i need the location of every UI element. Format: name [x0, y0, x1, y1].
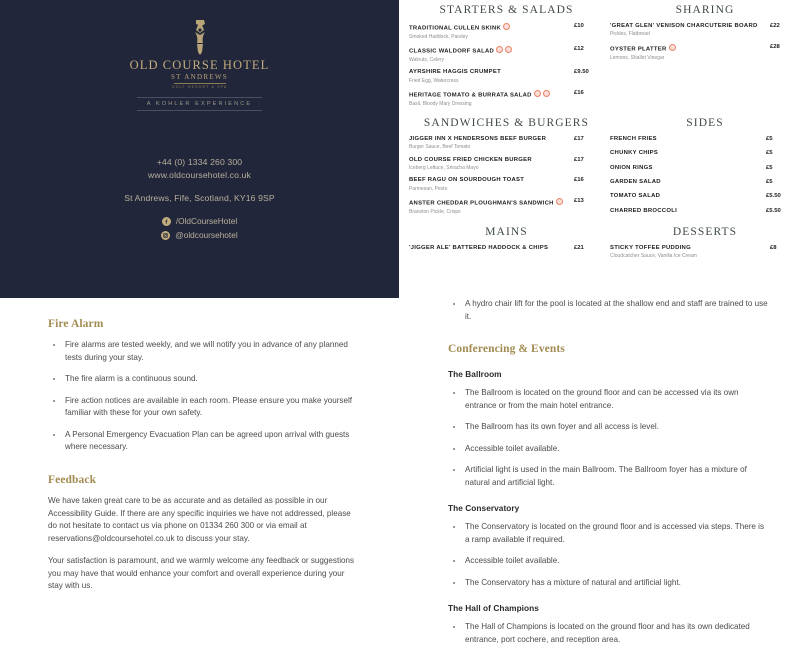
- menu-item-price: £5: [766, 150, 773, 157]
- menu-item: [610, 193, 800, 201]
- menu-item-body: [409, 69, 574, 84]
- menu-item-description: Smoked Haddock, Parsley: [409, 33, 468, 40]
- hotel-logo: [100, 18, 300, 111]
- menu-item-body: [409, 245, 574, 253]
- pool-hydro-lift-list: [448, 298, 770, 323]
- menu-item-body: [610, 23, 770, 38]
- menu-item-body: [610, 193, 766, 201]
- menu-column-starters: [399, 0, 604, 113]
- menu-item-price: £5.50: [766, 207, 781, 214]
- doc-right-column: [400, 298, 800, 655]
- crest-icon: [187, 18, 213, 56]
- menu-item-price: £8: [770, 244, 777, 251]
- menu-item-description: Basil, Bloody Mary Dressing: [409, 100, 472, 107]
- doc-left-column: [0, 298, 400, 655]
- menu-column-desserts: [604, 222, 800, 266]
- menu-item: [409, 245, 604, 253]
- menu-item: [610, 165, 800, 173]
- menu-item-price: £5: [766, 164, 773, 171]
- menu-item-name: 'GREAT GLEN' VENISON CHARCUTERIE BOARD: [610, 23, 758, 29]
- menu-item-description: Fried Egg, Watercress: [409, 77, 459, 84]
- menu-item: [610, 136, 800, 144]
- menu-item-name: CLASSIC WALDORF SALAD: [409, 46, 570, 56]
- contact-block: [0, 156, 399, 240]
- menu-section-title: STARTERS & SALADS: [439, 4, 574, 16]
- heading-fire-alarm: Fire Alarm: [48, 318, 104, 330]
- fire-alarm-bullet: A Personal Emergency Evacuation Plan can be agreed upon arrival with guests where necessary.: [48, 429, 358, 454]
- menu-item: [610, 208, 800, 216]
- instagram-icon: [161, 231, 170, 240]
- dietary-badge-icon: [534, 90, 541, 97]
- menu-item-price: £5: [766, 136, 773, 143]
- venue-bullet-list: [448, 521, 770, 589]
- menu-item-body: [610, 165, 766, 173]
- menu-item-name: AYRSHIRE HAGGIS CRUMPET: [409, 69, 501, 76]
- menu-item-name: 'JIGGER ALE' BATTERED HADDOCK & CHIPS: [409, 244, 549, 251]
- venue-bullet: Accessible toilet available.: [448, 555, 770, 568]
- menu-item-price: £12: [574, 46, 584, 53]
- menu-item-price: £28: [770, 43, 780, 50]
- logo-name: OLD COURSE HOTEL: [129, 58, 270, 72]
- dietary-badge-icon: [496, 46, 503, 53]
- menu-item-description: Pickles, Flatbread: [610, 31, 650, 38]
- logo-subtitle: ST ANDREWS: [170, 73, 229, 82]
- menu-item-name: HERITAGE TOMATO & BURRATA SALAD: [409, 90, 570, 100]
- menu-column-sharing: [604, 0, 800, 113]
- venue-bullet: The Conservatory is located on the ground floor and is accessed via steps. There is a ramp available if required.: [448, 521, 770, 546]
- menu-item-body: [409, 157, 574, 172]
- venue-bullet: The Hall of Champions is located on the ground floor and has its own dedicated entrance, port cochere, and reception area.: [448, 621, 770, 646]
- kohler-label: A KOHLER EXPERIENCE: [146, 101, 253, 108]
- menu-section-title: SIDES: [686, 117, 724, 130]
- menu-item: [610, 44, 800, 61]
- menu-item: [409, 198, 604, 215]
- website-url[interactable]: www.oldcoursehotel.co.uk: [148, 169, 251, 180]
- menu-section-title: DESSERTS: [672, 225, 738, 238]
- feedback-paragraph: We have taken great care to be as accurate and as detailed as possible in our Accessibility Guide. If there are any specific inquiries we have not addressed, please do not hesitate to contact us via phone on 01334 260 300 or via email at reservations@oldcoursehotel.co.uk to discuss your stay.: [48, 495, 351, 544]
- fire-alarm-bullet: Fire action notices are available in each room. Please ensure you make yourself familiar with these for your own safety.: [48, 395, 358, 420]
- menu-section-title: MAINS: [485, 225, 528, 238]
- menu-item: [409, 46, 604, 63]
- heading-conferencing-events: Conferencing & Events: [448, 343, 565, 356]
- menu-item: [409, 90, 604, 107]
- menu-item-body: [409, 90, 574, 107]
- menu-image: [399, 0, 800, 298]
- menu-item-description: Walnuts, Celery: [409, 57, 445, 64]
- menu-item-body: [610, 179, 766, 187]
- menu-row-1: [399, 0, 800, 113]
- menu-item-name: CHUNKY CHIPS: [610, 150, 659, 157]
- menu-item: [610, 245, 800, 260]
- menu-item-name: OYSTER PLATTER: [610, 44, 766, 54]
- menu-item: [409, 23, 604, 40]
- dietary-badge-icon: [556, 198, 563, 205]
- menu-item-name: TOMATO SALAD: [610, 193, 661, 200]
- logo-subtitle-2: GOLF RESORT & SPA: [171, 85, 228, 90]
- menu-item-name: BEEF RAGU ON SOURDOUGH TOAST: [409, 177, 525, 184]
- postal-address: St Andrews, Fife, Scotland, KY16 9SP: [124, 193, 275, 204]
- feedback-paragraph: Your satisfaction is paramount, and we warmly welcome any feedback or suggestions you may have that would enhance your comfort and overall experience during your stay with us.: [48, 555, 355, 591]
- menu-item-name: STICKY TOFFEE PUDDING: [610, 244, 691, 251]
- accessibility-guide-body: [0, 298, 800, 655]
- menu-item: [409, 177, 604, 192]
- menu-item: [610, 179, 800, 187]
- menu-item-body: [610, 136, 766, 144]
- venue-heading: The Ballroom: [448, 369, 502, 380]
- fire-alarm-bullet: Fire alarms are tested weekly, and we will notify you in advance of any planned tests during your stay.: [48, 339, 358, 364]
- menu-item-body: [610, 150, 766, 158]
- facebook-handle: /OldCourseHotel: [175, 216, 238, 227]
- menu-column-sandwiches: [399, 113, 604, 222]
- venue-bullet: The Conservatory has a mixture of natural and artificial light.: [448, 577, 770, 590]
- menu-item-description: Iceberg Lettuce, Sriracha Mayo: [409, 165, 479, 171]
- venue-heading: The Conservatory: [448, 503, 520, 514]
- venue-bullet-list: [448, 621, 770, 646]
- menu-item-name: ANSTER CHEDDAR PLOUGHMAN'S SANDWICH: [409, 198, 570, 208]
- menu-item-price: £17: [574, 136, 584, 143]
- menu-item-body: [610, 245, 770, 260]
- menu-row-2: [399, 113, 800, 222]
- menu-item-name: FRENCH FRIES: [610, 136, 657, 143]
- menu-item-description: Parmesan, Pesto: [409, 185, 448, 192]
- fire-alarm-bullet: The fire alarm is a continuous sound.: [48, 373, 358, 386]
- venue-bullet: The Ballroom has its own foyer and all access is level.: [448, 421, 770, 434]
- menu-item-body: [409, 23, 574, 40]
- menu-section-title: SHARING: [675, 4, 735, 16]
- menu-item-name: CHARRED BROCCOLI: [610, 207, 677, 214]
- dietary-badge-icon: [505, 46, 512, 53]
- menu-item-price: £16: [574, 177, 584, 184]
- venue-heading: The Hall of Champions: [448, 603, 539, 614]
- menu-item-price: £22: [770, 23, 780, 29]
- menu-item: [409, 69, 604, 84]
- dietary-badge-icon: [669, 44, 676, 51]
- menu-item-price: £10: [574, 23, 584, 29]
- menu-item-body: [409, 136, 574, 151]
- social-links: [0, 216, 399, 240]
- menu-item-description: Branston Pickle, Crisps: [409, 208, 461, 215]
- menu-item-body: [409, 177, 574, 192]
- phone-number[interactable]: +44 (0) 1334 260 300: [156, 157, 243, 168]
- facebook-icon: [162, 217, 171, 226]
- pool-hydro-lift-bullet: A hydro chair lift for the pool is located at the shallow end and staff are trained to use it.: [448, 298, 770, 323]
- dietary-badge-icon: [543, 90, 550, 97]
- menu-item-name: OLD COURSE FRIED CHICKEN BURGER: [409, 156, 532, 163]
- instagram-link[interactable]: [161, 230, 237, 240]
- menu-item: [409, 136, 604, 151]
- menu-row-3: [399, 222, 800, 266]
- feedback-paragraphs: [48, 495, 358, 593]
- menu-item: [610, 23, 800, 38]
- venue-bullet-list: [448, 387, 770, 489]
- fire-alarm-list: [48, 339, 358, 454]
- venue-bullet: Accessible toilet available.: [448, 443, 770, 456]
- menu-item-body: [409, 198, 574, 215]
- menu-item: [409, 157, 604, 172]
- menu-item-description: Burger Sauce, Beef Tomato: [409, 144, 471, 151]
- menu-item-price: £13: [574, 197, 584, 204]
- menu-item-name: GARDEN SALAD: [610, 179, 661, 186]
- menu-item-price: £9.50: [574, 69, 589, 76]
- menu-item-price: £17: [574, 156, 584, 163]
- menu-item-name: TRADITIONAL CULLEN SKINK: [409, 23, 570, 33]
- menu-item-price: £16: [574, 89, 584, 96]
- kohler-badge: [137, 97, 263, 111]
- venue-bullet: Artificial light is used in the main Ballroom. The Ballroom foyer has a mixture of natural and artificial light.: [448, 464, 770, 489]
- menu-item-price: £5.50: [766, 193, 781, 200]
- menu-item-body: [610, 44, 770, 61]
- dietary-badge-icon: [503, 23, 510, 30]
- menu-item-name: ONION RINGS: [610, 164, 653, 171]
- heading-feedback: Feedback: [48, 473, 97, 486]
- logo-divider: [174, 83, 226, 84]
- menu-item-body: [409, 46, 574, 63]
- menu-section-title: SANDWICHES & BURGERS: [423, 117, 590, 130]
- facebook-link[interactable]: [162, 216, 237, 226]
- menu-column-sides: [604, 113, 800, 222]
- menu-item-price: £21: [574, 244, 584, 251]
- menu-item-body: [610, 208, 766, 216]
- menu-item-name: JIGGER INN X HENDERSONS BEEF BURGER: [409, 136, 547, 143]
- venue-bullet: The Ballroom is located on the ground floor and can be accessed via its own entrance or from the main hotel entrance.: [448, 387, 770, 412]
- menu-item-description: Cloudcatcher Sauce, Vanilla Ice Cream: [610, 253, 697, 260]
- menu-item-description: Lemons, Shallot Vinegar: [610, 54, 665, 61]
- menu-column-mains: [399, 222, 604, 266]
- brand-contact-panel: [0, 0, 399, 298]
- menu-item: [610, 150, 800, 158]
- venue-groups: [448, 369, 770, 646]
- menu-item-price: £5: [766, 179, 773, 186]
- instagram-handle: @oldcoursehotel: [175, 230, 238, 241]
